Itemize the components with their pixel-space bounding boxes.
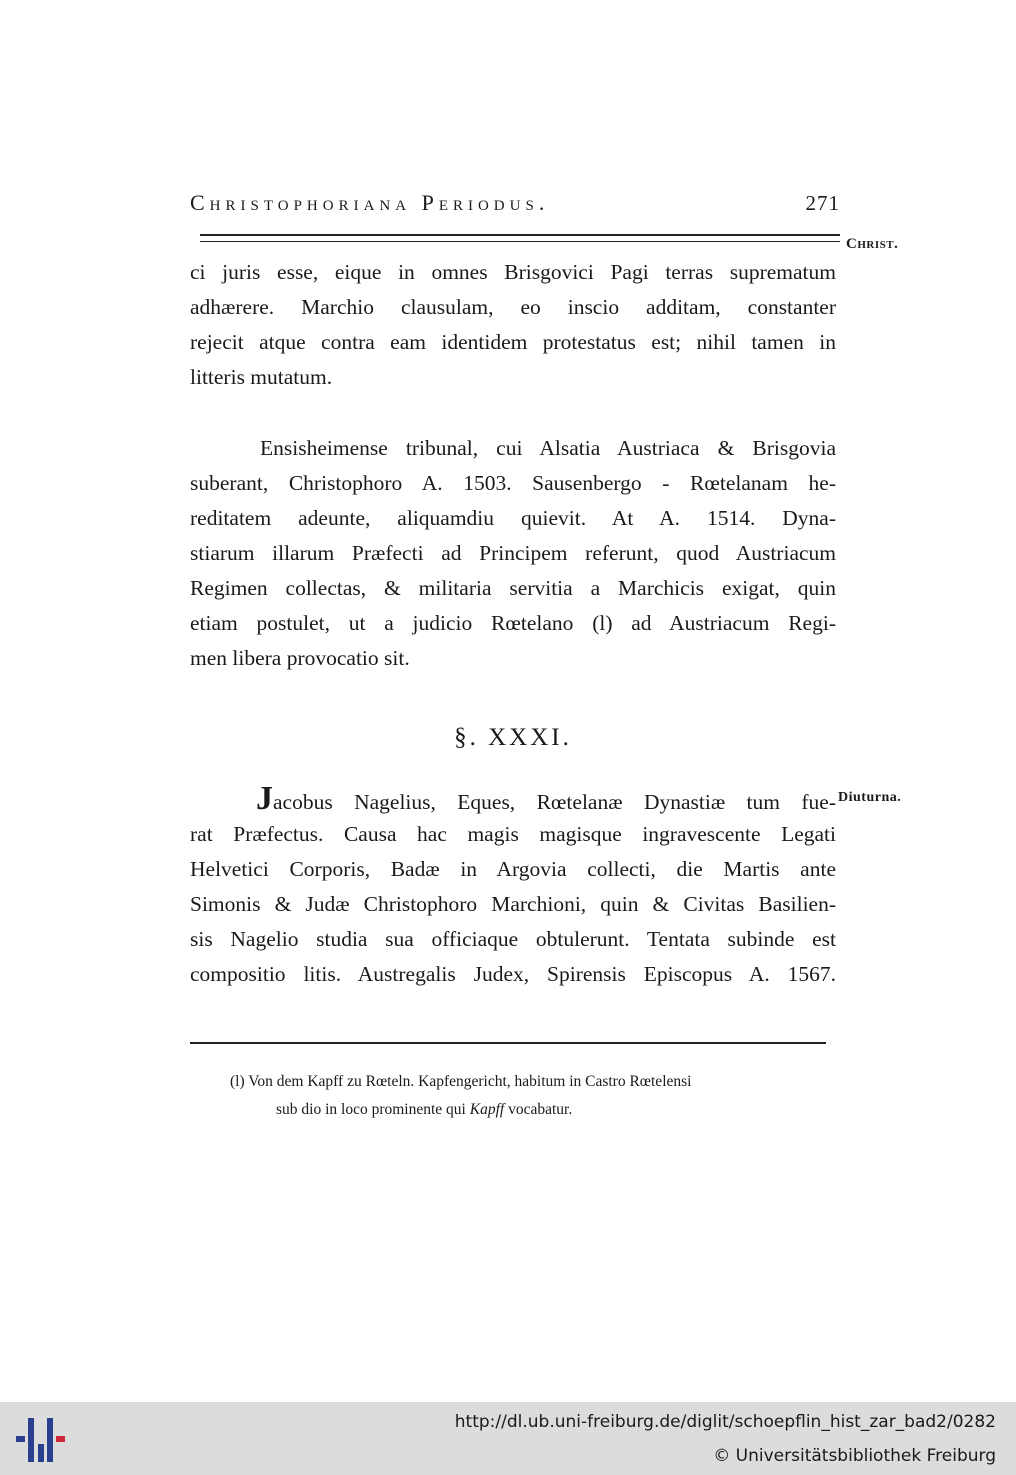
- text-line: Ensisheimense tribunal, cui Alsatia Austriaca & Brisgovia: [260, 436, 836, 460]
- paragraph-1: [190, 255, 836, 395]
- header-rule: [200, 234, 840, 242]
- footnote-line: (l) Von dem Kapff zu Rœteln. Kapfengericht, habitum in Castro Rœtelensi: [230, 1073, 692, 1090]
- text-line: suberant, Christophoro A. 1503. Sausenbergo - Rœtelanam he-: [190, 471, 836, 495]
- footnote-line: [230, 1096, 830, 1124]
- margin-note-christ: Christ.: [846, 236, 899, 252]
- copyright-notice: © Universitätsbibliothek Freiburg: [713, 1446, 996, 1466]
- text-line: [190, 782, 836, 817]
- text-line: litteris mutatum.: [190, 365, 333, 389]
- text-line: Simonis & Judæ Christophoro Marchioni, quin & Civitas Basilien-: [190, 892, 836, 916]
- paragraph-3: [190, 782, 836, 992]
- page-number: 271: [805, 191, 840, 215]
- footnote-italic: Kapff: [469, 1101, 505, 1118]
- running-head: [190, 190, 840, 216]
- text-line: stiarum illarum Præfecti ad Principem referunt, quod Austriacum: [190, 541, 836, 565]
- first-line-rest: acobus Nagelius, Eques, Rœtelanæ Dynastiæ tum fue-: [273, 790, 836, 814]
- text-line: etiam postulet, ut a judicio Rœtelano (l) ad Austriacum Regi-: [190, 611, 836, 635]
- text-line: men libera provocatio sit.: [190, 646, 410, 670]
- footnotes: [230, 1068, 830, 1124]
- text-line: sis Nagelio studia sua officiaque obtulerunt. Tentata subinde est: [190, 927, 836, 951]
- margin-note-diuturna: Diuturna.: [838, 790, 902, 805]
- ub-freiburg-logo-icon: [14, 1414, 66, 1466]
- text-line: adhærere. Marchio clausulam, eo inscio additam, constanter: [190, 295, 836, 319]
- text-line: rat Præfectus. Causa hac magis magisque ingravescente Legati: [190, 822, 836, 846]
- text-line: compositio litis. Austregalis Judex, Spirensis Episcopus A. 1567.: [190, 962, 836, 986]
- footnote-rule: [190, 1042, 826, 1044]
- source-url-link[interactable]: http://dl.ub.uni-freiburg.de/diglit/schoepflin_hist_zar_bad2/0282: [454, 1412, 996, 1432]
- drop-cap: J: [256, 780, 273, 817]
- text-line: rejecit atque contra eam identidem protestatus est; nihil tamen in: [190, 330, 836, 354]
- text-line: reditatem adeunte, aliquamdiu quievit. At A. 1514. Dyna-: [190, 506, 836, 530]
- paragraph-2: [190, 431, 836, 676]
- footnote-text: vocabatur.: [504, 1101, 573, 1118]
- running-title: Christophoriana Periodus.: [190, 190, 550, 215]
- text-line: Regimen collectas, & militaria servitia a Marchicis exigat, quin: [190, 576, 836, 600]
- text-line: ci juris esse, eique in omnes Brisgovici Pagi terras suprematum: [190, 260, 836, 284]
- section-heading: §. XXXI.: [454, 724, 572, 751]
- footer-bar: [0, 1402, 1016, 1475]
- footnote-text: sub dio in loco prominente qui: [276, 1101, 470, 1118]
- text-line: Helvetici Corporis, Badæ in Argovia collecti, die Martis ante: [190, 857, 836, 881]
